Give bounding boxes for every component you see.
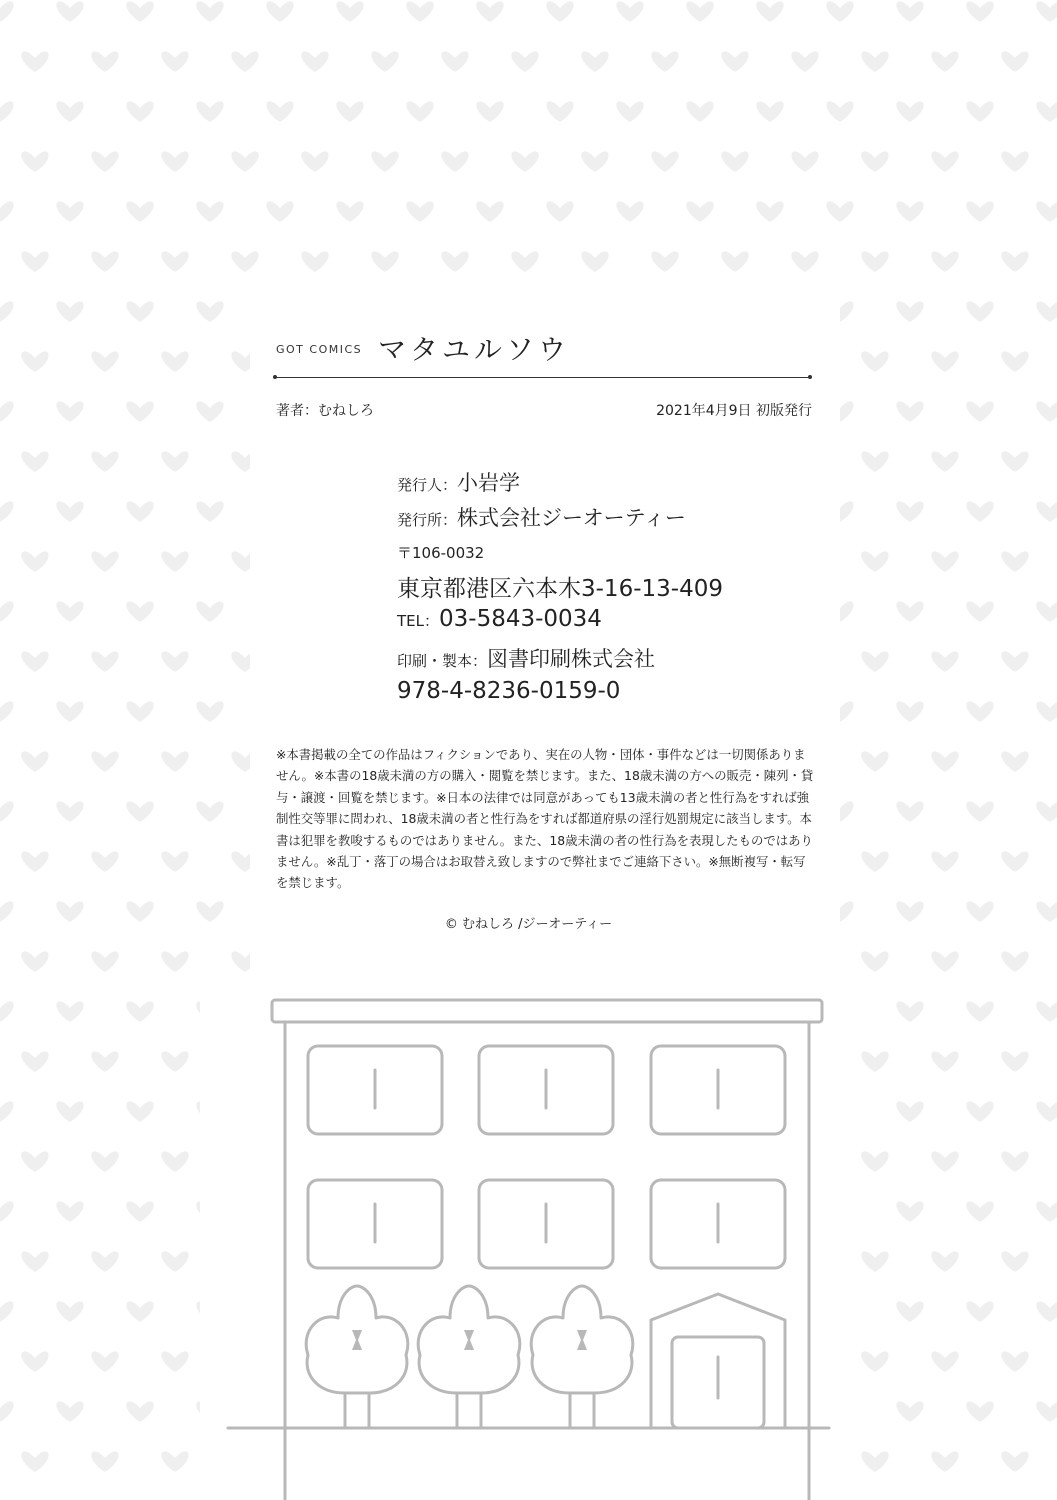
author-line: 著者：むねしろ <box>276 403 374 419</box>
tree-icon <box>531 1286 633 1428</box>
printer-label: 印刷・製本： <box>397 652 488 670</box>
tel-label: TEL： <box>397 612 439 630</box>
entrance-door-icon <box>651 1294 785 1428</box>
tel-number: 03-5843-0034 <box>439 606 602 632</box>
publishing-house-label: 発行所： <box>397 511 458 529</box>
copyright-line: © むねしろ /ジーオーティー <box>444 917 613 932</box>
postal-code: 〒106-0032 <box>397 544 485 562</box>
publisher-name: 小岩学 <box>457 471 521 495</box>
series-label: GOT COMICS <box>276 343 363 356</box>
printer-name: 図書印刷株式会社 <box>487 647 656 671</box>
legal-notice: ※本書掲載の全ての作品はフィクションであり、実在の人物・団体・事件などは一切関係ありません。※本書の18歳未満の方の購入・閲覧を禁じます。また、18歳未満の方への販売・陳列・貸与・譲渡・回覧を禁じます。※日本の法律では同意があっても13歳未満の者と性行為をすれば強制性交等罪に問われ、18歳未満の者と性行為をすれば都道府県の淫行処罰規定に該当します。本書は犯罪を教唆するものではありません。また、18歳未満の者の性行為を表現したものではありません。※乱丁・落丁の場合はお取替え致しますので弊社までご連絡下さい。※無断複写・転写を禁じます。 <box>276 747 814 891</box>
tree-icon <box>306 1286 408 1428</box>
tree-icon <box>418 1286 520 1428</box>
publishing-house-name: 株式会社ジーオーティー <box>457 506 686 530</box>
publisher-label: 発行人： <box>397 476 458 494</box>
isbn: 978-4-8236-0159-0 <box>397 678 621 704</box>
edition-line: 2021年4月9日 初版発行 <box>656 403 812 419</box>
address: 東京都港区六本木3-16-13-409 <box>397 576 723 602</box>
book-title: マタユルソウ <box>378 333 571 366</box>
